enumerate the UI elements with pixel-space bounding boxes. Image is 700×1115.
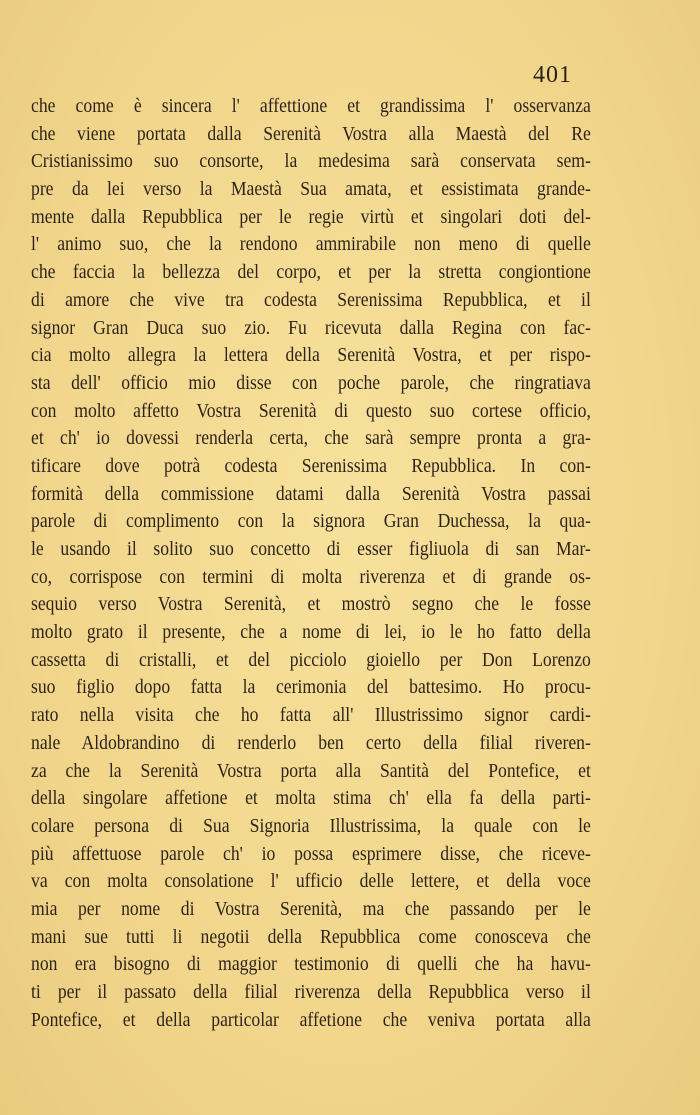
text-line: et ch' io dovessi renderla certa, che sarà sempre pronta a gra- bbox=[31, 427, 591, 450]
text-line: che come è sincera l' affettione et grandissima l' osservanza bbox=[31, 95, 591, 117]
text-line: con molto affetto Vostra Serenità di questo suo cortese officio, bbox=[31, 399, 591, 422]
text-line: Cristianissimo suo consorte, la medesima sarà conservata sem- bbox=[31, 150, 591, 173]
text-line: sequio verso Vostra Serenità, et mostrò segno che le fosse bbox=[31, 593, 591, 616]
text-line: molto grato il presente, che a nome di lei, io le ho fatto della bbox=[31, 621, 591, 644]
text-line: formità della commissione datami dalla Serenità Vostra passai bbox=[31, 482, 591, 505]
text-line: cassetta di cristalli, et del picciolo gioiello per Don Lorenzo bbox=[31, 648, 591, 671]
text-line: cia molto allegra la lettera della Serenità Vostra, et per rispo- bbox=[31, 344, 591, 367]
text-line: pre da lei verso la Maestà Sua amata, et essistimata grande- bbox=[31, 178, 591, 201]
text-line: suo figlio dopo fatta la cerimonia del battesimo. Ho procu- bbox=[31, 676, 591, 699]
text-line: che faccia la bellezza del corpo, et per la stretta congiontione bbox=[31, 261, 591, 284]
text-line: Pontefice, et della particolar affetione che veniva portata alla bbox=[31, 1008, 591, 1031]
text-line: l' animo suo, che la rendono ammirabile non meno di quelle bbox=[31, 233, 591, 256]
text-line: della singolare affetione et molta stima ch' ella fa della parti- bbox=[31, 787, 591, 810]
text-line: rato nella visita che ho fatta all' Illustrissimo signor cardi- bbox=[31, 704, 591, 727]
text-line: che viene portata dalla Serenità Vostra alla Maestà del Re bbox=[31, 122, 591, 145]
text-line: colare persona di Sua Signoria Illustrissima, la quale con le bbox=[31, 814, 591, 837]
text-line: non era bisogno di maggior testimonio di quelli che ha havu- bbox=[31, 953, 591, 976]
text-line: più affettuose parole ch' io possa esprimere disse, che riceve- bbox=[31, 842, 591, 865]
text-line: va con molta consolatione l' ufficio delle lettere, et della voce bbox=[31, 870, 591, 893]
text-line: signor Gran Duca suo zio. Fu ricevuta dalla Regina con fac- bbox=[31, 316, 591, 339]
text-line: tificare dove potrà codesta Serenissima Repubblica. In con- bbox=[31, 454, 591, 477]
text-line: mente dalla Repubblica per le regie virtù et singolari doti del- bbox=[31, 205, 591, 228]
text-line: za che la Serenità Vostra porta alla Santità del Pontefice, et bbox=[31, 759, 591, 782]
text-line: parole di complimento con la signora Gran Duchessa, la qua- bbox=[31, 510, 591, 533]
text-line: ti per il passato della filial riverenza della Repubblica verso il bbox=[31, 981, 591, 1003]
text-line: sta dell' officio mio disse con poche parole, che ringratiava bbox=[31, 371, 591, 394]
text-line: mani sue tutti li negotii della Repubblica come conosceva che bbox=[31, 925, 591, 948]
page-number: 401 bbox=[533, 62, 572, 88]
text-line: co, corrispose con termini di molta riverenza et di grande os- bbox=[31, 565, 591, 588]
body-text bbox=[31, 93, 591, 1034]
text-line: le usando il solito suo concetto di esser figliuola di san Mar- bbox=[31, 538, 591, 560]
text-line: di amore che vive tra codesta Serenissima Repubblica, et il bbox=[31, 288, 591, 311]
text-line: nale Aldobrandino di renderlo ben certo della filial riveren- bbox=[31, 731, 591, 754]
text-line: mia per nome di Vostra Serenità, ma che passando per le bbox=[31, 897, 591, 920]
